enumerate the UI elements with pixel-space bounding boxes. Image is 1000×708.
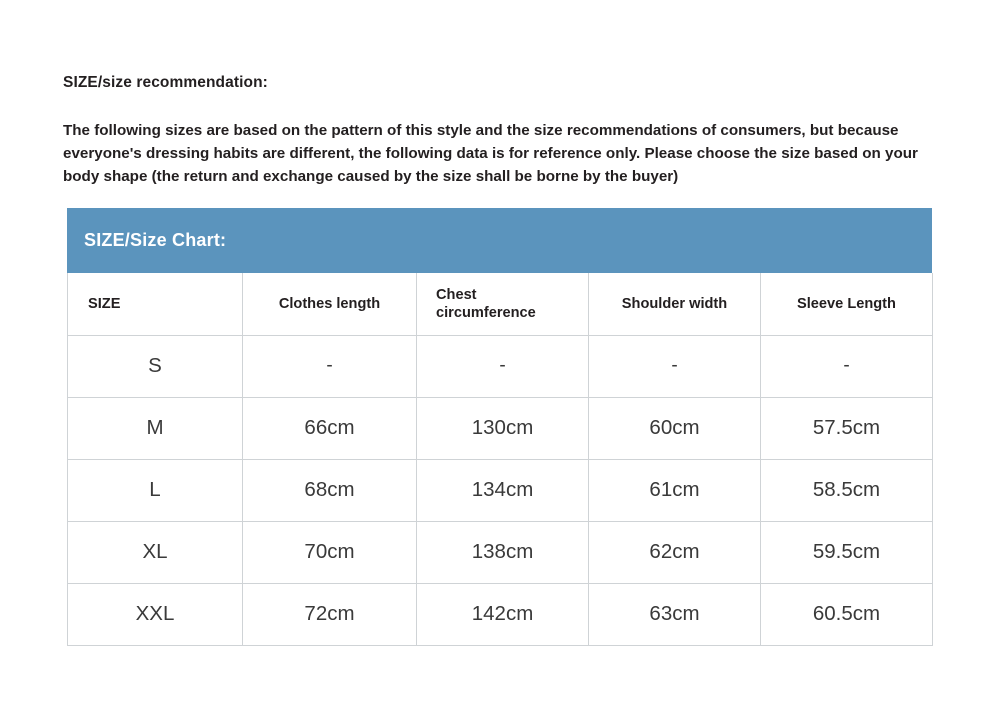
intro-paragraph: The following sizes are based on the pattern of this style and the size recommendations of consumers, but because everyone's dressing habits are different, the following data is for reference only. Please choose the size based on your body shape (the return and exchange caused by the size shall be borne by the buyer) — [63, 122, 918, 185]
cell-shoulder-width: 62cm — [589, 521, 761, 583]
table-row — [68, 397, 933, 459]
size-chart-container — [67, 208, 932, 646]
cell-shoulder-width: 60cm — [589, 397, 761, 459]
table-row — [68, 521, 933, 583]
cell-chest-circumference: 142cm — [417, 583, 589, 645]
cell-clothes-length: 68cm — [243, 459, 417, 521]
cell-sleeve-length: - — [761, 335, 933, 397]
table-row — [68, 335, 933, 397]
cell-size: XL — [68, 521, 243, 583]
column-header-clothes-length: Clothes length — [243, 273, 417, 335]
cell-clothes-length: 66cm — [243, 397, 417, 459]
table-row — [68, 583, 933, 645]
cell-chest-circumference: - — [417, 335, 589, 397]
column-header-chest-circumference: Chest circumference — [417, 273, 589, 335]
cell-sleeve-length: 58.5cm — [761, 459, 933, 521]
cell-clothes-length: 70cm — [243, 521, 417, 583]
cell-chest-circumference: 138cm — [417, 521, 589, 583]
cell-clothes-length: - — [243, 335, 417, 397]
table-body — [68, 335, 933, 645]
column-header-shoulder-width: Shoulder width — [589, 273, 761, 335]
page-title: SIZE/size recommendation: — [63, 74, 268, 91]
cell-size: XXL — [68, 583, 243, 645]
cell-shoulder-width: 61cm — [589, 459, 761, 521]
cell-shoulder-width: 63cm — [589, 583, 761, 645]
cell-sleeve-length: 60.5cm — [761, 583, 933, 645]
cell-sleeve-length: 59.5cm — [761, 521, 933, 583]
cell-chest-circumference: 134cm — [417, 459, 589, 521]
cell-size: M — [68, 397, 243, 459]
size-chart-table — [67, 273, 933, 646]
size-chart-header: SIZE/Size Chart: — [67, 208, 932, 273]
cell-clothes-length: 72cm — [243, 583, 417, 645]
column-header-size: SIZE — [68, 273, 243, 335]
cell-size: S — [68, 335, 243, 397]
table-header — [68, 273, 933, 335]
table-row — [68, 459, 933, 521]
table-header-row — [68, 273, 933, 335]
cell-shoulder-width: - — [589, 335, 761, 397]
cell-sleeve-length: 57.5cm — [761, 397, 933, 459]
cell-size: L — [68, 459, 243, 521]
cell-chest-circumference: 130cm — [417, 397, 589, 459]
column-header-sleeve-length: Sleeve Length — [761, 273, 933, 335]
